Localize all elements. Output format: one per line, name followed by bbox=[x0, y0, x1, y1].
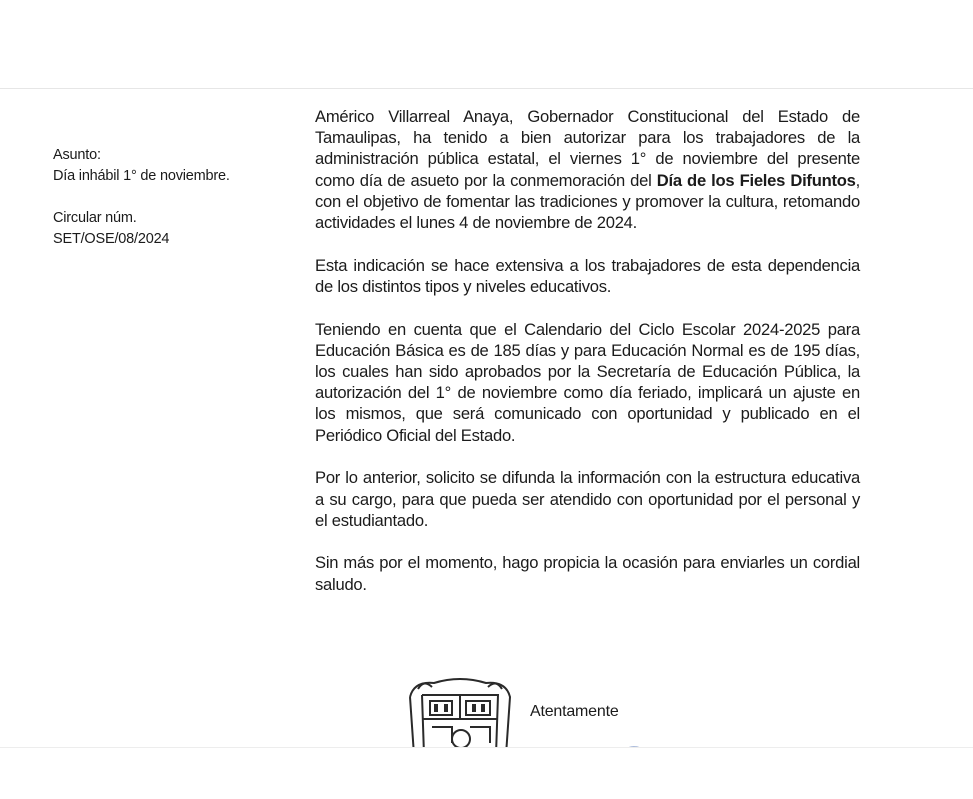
circular-metadata bbox=[53, 145, 293, 250]
circular-label: Circular núm. bbox=[53, 210, 137, 226]
asunto-value: Día inhábil 1° de noviembre. bbox=[53, 168, 230, 184]
bottom-divider bbox=[0, 747, 973, 748]
document-viewport[interactable] bbox=[0, 89, 973, 747]
paragraph-calendar: Teniendo en cuenta que el Calendario del Ciclo Escolar 2024-2025 para Educación Básica es de 185 días y para Educación Normal es de 195 días, los cuales han sido aprobados por la Secretaría de Educación Pública, la autorización del 1° de noviembre como día feriado, implicará un ajuste en los mismos, que será comunicado con oportunidad y publicado en el Periódico Oficial del Estado. bbox=[315, 319, 860, 445]
paragraph-greeting: Sin más por el momento, hago propicia la ocasión para enviarles un cordial saludo. bbox=[315, 553, 860, 594]
signature-block bbox=[404, 677, 704, 747]
coat-of-arms-icon bbox=[404, 677, 516, 747]
paragraph-dissemination: Por lo anterior, solicito se difunda la información con la estructura educativa a su cargo, para que pueda ser atendido con oportunidad por el personal y el estudiantado. bbox=[315, 468, 860, 530]
asunto-label: Asunto: bbox=[53, 147, 101, 163]
round-stamp-icon bbox=[594, 739, 674, 747]
letter-body bbox=[315, 107, 860, 616]
circular-number: SET/OSE/08/2024 bbox=[53, 231, 170, 247]
paragraph-authorization: Américo Villarreal Anaya, Gobernador Constitucional del Estado de Tamaulipas, ha tenido a bien autorizar para los trabajadores de la administración pública estatal, el viernes 1° de noviembre del presente como día de asueto por la conmemoración del Día de los Fieles Difuntos, con el objetivo de fomentar las tradiciones y promover la cultura, retomando actividades el lunes 4 de noviembre de 2024. bbox=[315, 107, 860, 233]
closing-atentamente: Atentamente bbox=[530, 703, 619, 720]
paragraph-extension: Esta indicación se hace extensiva a los trabajadores de esta dependencia de los distintos tipos y niveles educativos. bbox=[315, 255, 860, 296]
holiday-name: Día de los Fieles Difuntos bbox=[656, 170, 856, 190]
